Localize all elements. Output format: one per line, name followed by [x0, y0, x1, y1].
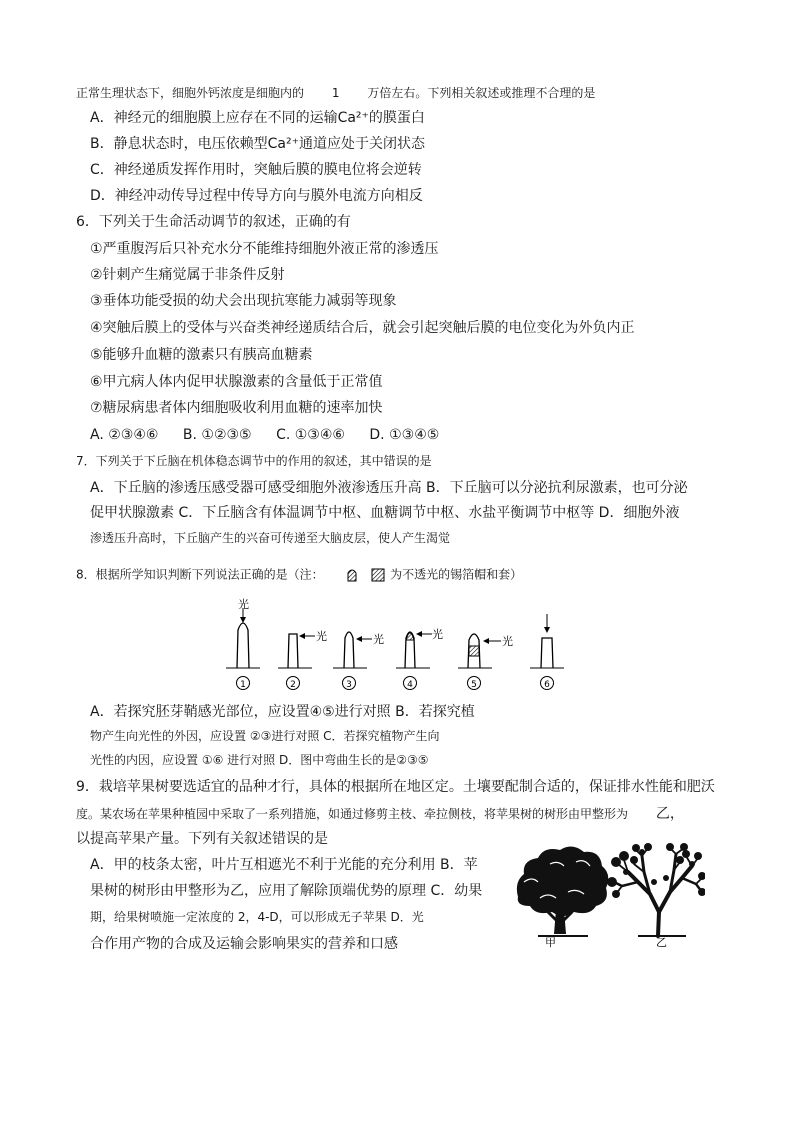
q8-stem-part2: 为不透光的锡箔帽和套） [390, 567, 523, 582]
q6-item-7: ⑦糖尿病患者体内细胞吸收利用血糖的速率加快 [90, 400, 383, 416]
coleoptile-experiment-figure [220, 596, 590, 696]
coleoptile-6 [530, 614, 564, 690]
q7-stem: 7．下列关于下丘脑在机体稳态调节中的作用的叙述，其中错误的是 [76, 454, 432, 468]
q5-option-b: B．静息状态时，电压依赖型Ca²⁺通道应处于关闭状态 [90, 136, 425, 152]
q6-item-2: ②针刺产生痛觉属于非条件反射 [90, 267, 285, 283]
q8-option-line-1: A．若探究胚芽鞘感光部位，应设置④⑤进行对照 B．若探究植 [90, 704, 475, 720]
figure-label-6: 6 [544, 680, 550, 690]
q6-option-b: B. ①②③⑤ [182, 427, 252, 443]
q6-options [90, 428, 439, 442]
q7-line-3: 渗透压升高时，下丘脑产生的兴奋可传递至大脑皮层，使人产生渴觉 [90, 531, 451, 545]
q6-item-1: ①严重腹泻后只补充水分不能维持细胞外液正常的渗透压 [90, 241, 439, 257]
tree-jia-icon [517, 846, 608, 936]
q6-option-c: C. ①③④⑥ [276, 427, 345, 443]
light-label-2: 光 [316, 630, 327, 643]
foil-sleeve-icon [371, 568, 385, 582]
figure-label-3: 3 [346, 680, 352, 690]
q7-line-2: 促甲状腺激素 C．下丘脑含有体温调节中枢、血糖调节中枢、水盐平衡调节中枢等 D．细胞外液 [90, 505, 680, 521]
q7-line-1: A．下丘脑的渗透压感受器可感受细胞外液渗透压升高 B．下丘脑可以分泌抗利尿激素，也可分泌 [90, 480, 688, 496]
q6-item-4: ④突触后膜上的受体与兴奋类神经递质结合后，就会引起突触后膜的电位变化为外负内正 [90, 320, 635, 336]
q9-line-2-end: 乙， [655, 806, 684, 822]
q9-line-1: 9．栽培苹果树要选适宜的品种才行，具体的根据所在地区定。土壤要配制合适的，保证排水性能和肥沃 [76, 779, 715, 795]
q9-option-line-2: 果树的树形由甲整形为乙，应用了解除顶端优势的原理 C．幼果 [90, 883, 483, 899]
light-label-1: 光 [238, 598, 249, 611]
q6-option-a: A. ②③④⑥ [90, 427, 159, 443]
coleoptile-2 [278, 629, 327, 690]
q5-stem [76, 87, 595, 99]
q8-option-line-2: 物产生向光性的外因，应设置 ②③进行对照 C．若探究植物产生向 [90, 729, 440, 743]
q6-item-3: ③垂体功能受损的幼犬会出现抗寒能力减弱等现象 [90, 293, 397, 309]
q9-line-3: 以提高苹果产量。下列有关叙述错误的是 [76, 831, 328, 847]
q6-option-d: D. ①③④⑤ [369, 427, 440, 443]
q9-option-line-4: 合作用产物的合成及运输会影响果实的营养和口感 [90, 936, 398, 952]
q5-stem-number: 1 [331, 86, 340, 100]
q8-stem-part1: 8．根据所学知识判断下列说法正确的是（注： [76, 567, 324, 582]
apple-tree-figure [510, 842, 705, 950]
q9-option-line-1: A．甲的枝条太密，叶片互相遮光不利于光能的充分利用 B．苹 [90, 857, 478, 873]
foil-cap-icon [345, 568, 359, 582]
light-label-5: 光 [502, 635, 513, 648]
tree-yi-icon [614, 848, 702, 936]
q5-option-a: A．神经元的细胞膜上应存在不同的运输Ca²⁺的膜蛋白 [90, 110, 425, 126]
light-label-3: 光 [373, 633, 384, 646]
q8-stem [76, 568, 522, 582]
q6-item-6: ⑥甲亢病人体内促甲状腺激素的含量低于正常值 [90, 374, 383, 390]
tree-label-yi: 乙 [656, 936, 667, 949]
coleoptile-5 [458, 634, 513, 690]
q6-item-5: ⑤能够升血糖的激素只有胰高血糖素 [90, 347, 313, 363]
figure-label-1: 1 [240, 680, 246, 690]
q5-option-d: D．神经冲动传导过程中传导方向与膜外电流方向相反 [90, 188, 423, 204]
light-label-4: 光 [432, 628, 443, 641]
q9-option-line-3: 期，给果树喷施一定浓度的 2，4-D，可以形成无子苹果 D．光 [90, 910, 424, 924]
coleoptile-1 [226, 597, 260, 690]
coleoptile-3 [333, 632, 384, 690]
q5-stem-part2: 万倍左右。下列相关叙述或推理不合理的是 [367, 86, 596, 100]
q9-line-2 [76, 807, 684, 821]
q6-stem: 6．下列关于生命活动调节的叙述，正确的有 [76, 214, 351, 230]
tree-label-jia: 甲 [545, 936, 556, 949]
figure-label-5: 5 [471, 680, 477, 690]
q5-stem-part1: 正常生理状态下，细胞外钙浓度是细胞内的 [76, 86, 305, 100]
q8-option-line-3: 光性的内因，应设置 ①⑥ 进行对照 D．图中弯曲生长的是②③⑤ [90, 753, 429, 767]
q5-option-c: C．神经递质发挥作用时，突触后膜的膜电位将会逆转 [90, 162, 422, 178]
figure-label-2: 2 [290, 680, 296, 690]
figure-label-4: 4 [407, 680, 413, 690]
q9-line-2-text: 度。某农场在苹果种植园中采取了一系列措施，如通过修剪主枝、牵拉侧枝，将苹果树的树形由甲整形为 [76, 807, 629, 821]
coleoptile-4 [396, 627, 443, 690]
